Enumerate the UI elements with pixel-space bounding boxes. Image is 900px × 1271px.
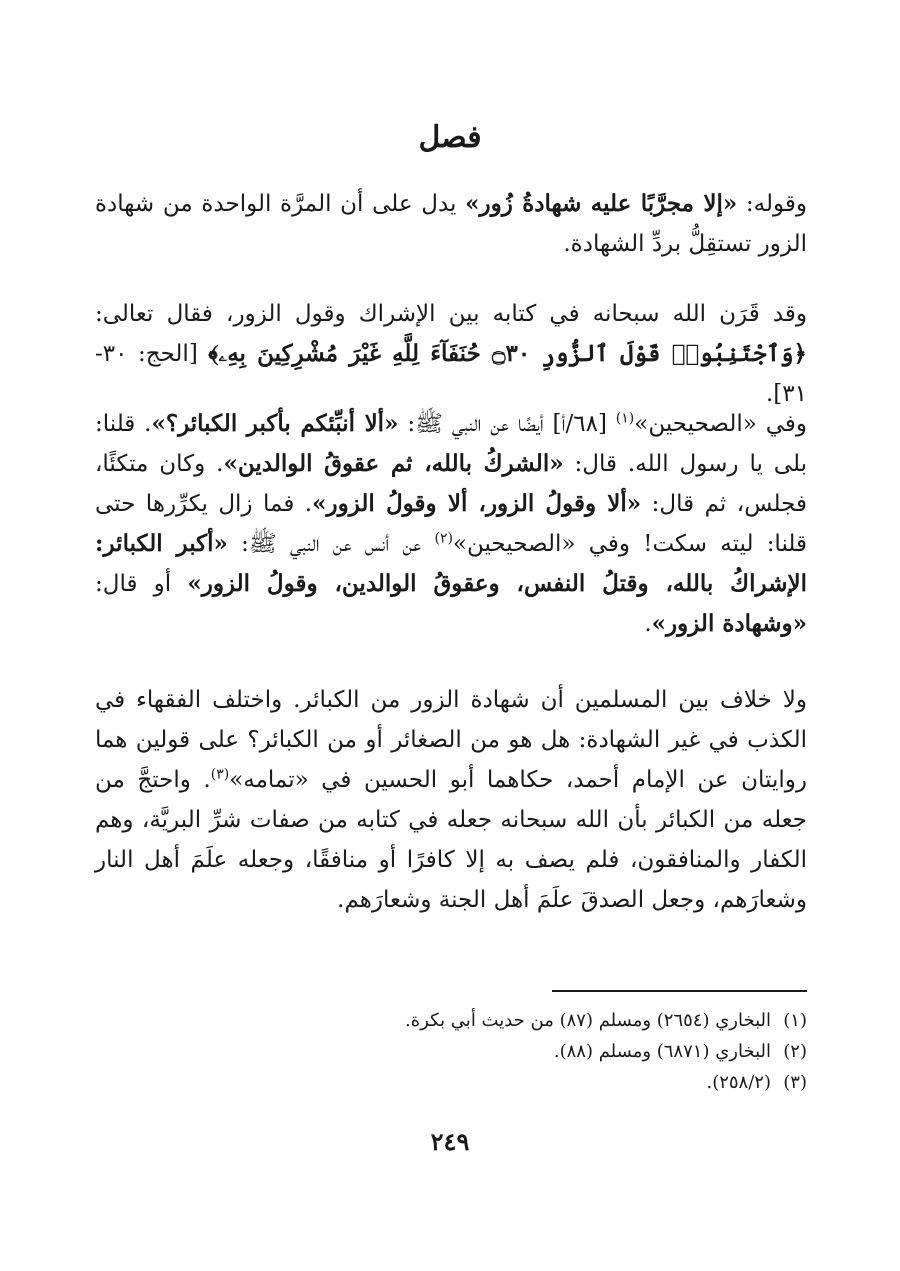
paragraph-3 (95, 404, 807, 644)
p4-t2: . واحتجَّ من جعله من الكبائر بأن الله سبحانه جعله في كتابه من صفات شرِّ البريَّة، وهم الكفار والمنافقون، فلم يصف به إلا كافرًا أو منافقًا، وجعله علَمَ أهل النار وشعارَهم، وجعل الصدقَ علَمَ أهل الجنة وشعارَهم. (95, 767, 807, 913)
footnote-ref-1[interactable]: (١) (615, 410, 635, 427)
p1-quote: «إلا مجرَّبًا عليه شهادةُ زُور» (465, 190, 738, 217)
footnote-text: (٢٥٨/٢). (706, 1072, 771, 1093)
verse-reference: [الحج: ٣٠- ٣١]. (95, 341, 807, 407)
footnote-number: (١) (783, 1010, 807, 1031)
footnote-ref-3[interactable]: (٣) (210, 766, 230, 783)
section-title: فصل (418, 120, 482, 155)
paragraph-1 (95, 184, 807, 264)
footnote-divider (552, 990, 807, 992)
footnote-2 (95, 1036, 807, 1067)
p3-t6: عن أنس عن النبي ﷺ: (227, 531, 435, 557)
footnote-text: البخاري (٦٨٧١) ومسلم (٨٨). (553, 1041, 771, 1062)
p3-t8: . (644, 611, 652, 637)
footnote-ref-2[interactable]: (٢) (434, 530, 453, 547)
footnote-3 (95, 1067, 807, 1098)
quran-verse: ﴿وَٱجْتَنِبُوا۟ قَوْلَ ٱلزُّورِ ۝٣٠ حُنَفَآءَ لِلَّهِ غَيْرَ مُشْرِكِينَ بِهِۦ﴾ (208, 340, 807, 367)
footnote-number: (٢) (783, 1041, 807, 1062)
footnotes (95, 1005, 807, 1098)
hadith-quote-5: «وشهادة الزور» (651, 610, 807, 637)
hadith-quote-4: «أكبر الكبائر: الإشراكُ بالله، وقتلُ النفس، وعقوقُ الوالدين، وقولُ الزور» (95, 530, 807, 597)
hadith-quote-2: «الشركُ بالله، ثم عقوقُ الوالدين» (223, 450, 564, 477)
p3-t5: . فما زال يكرِّرها حتى قلنا: ليته سكت! وفي «الصحيحين» (95, 491, 807, 557)
hadith-quote-3: «ألا وقولُ الزور، ألا وقولُ الزور» (312, 490, 642, 517)
footnote-number: (٣) (783, 1072, 807, 1093)
footnote-text: البخاري (٢٦٥٤) ومسلم (٨٧) من حديث أبي بكرة. (405, 1010, 771, 1031)
p2-text: وقد قَرَن الله سبحانه في كتابه بين الإشراك وقول الزور، فقال تعالى: (95, 301, 807, 327)
page-number: ٢٤٩ (430, 1127, 470, 1156)
hadith-quote-1: «ألا أنبِّئكم بأكبر الكبائر؟» (151, 410, 399, 437)
p3-t4: . وكان متكئًا، فجلس، ثم قال: (95, 451, 808, 517)
p1-rest: يدل على أن المرَّة الواحدة من شهادة الزور تستقِلُّ بردِّ الشهادة. (95, 191, 807, 257)
p1-prefix: وقوله: (737, 191, 807, 217)
p3-t3: . قلنا: بلى يا رسول الله. قال: (95, 411, 807, 477)
footnote-1 (95, 1005, 807, 1036)
paragraph-4 (95, 680, 807, 920)
paragraph-2 (95, 294, 807, 414)
p3-t1: وفي «الصحيحين» (634, 411, 807, 437)
p3-t7: أو قال: (95, 571, 188, 597)
p3-t2: [٦٨/أ] أيضًا عن النبي ﷺ: (398, 411, 616, 437)
p4-t1: ولا خلاف بين المسلمين أن شهادة الزور من الكبائر. واختلف الفقهاء في الكذب في غير الشهادة: هل هو من الصغائر أو من الكبائر؟ على قولين هما روايتان عن الإمام أحمد، حكاهما أبو الحسين في «تمامه» (95, 687, 808, 793)
